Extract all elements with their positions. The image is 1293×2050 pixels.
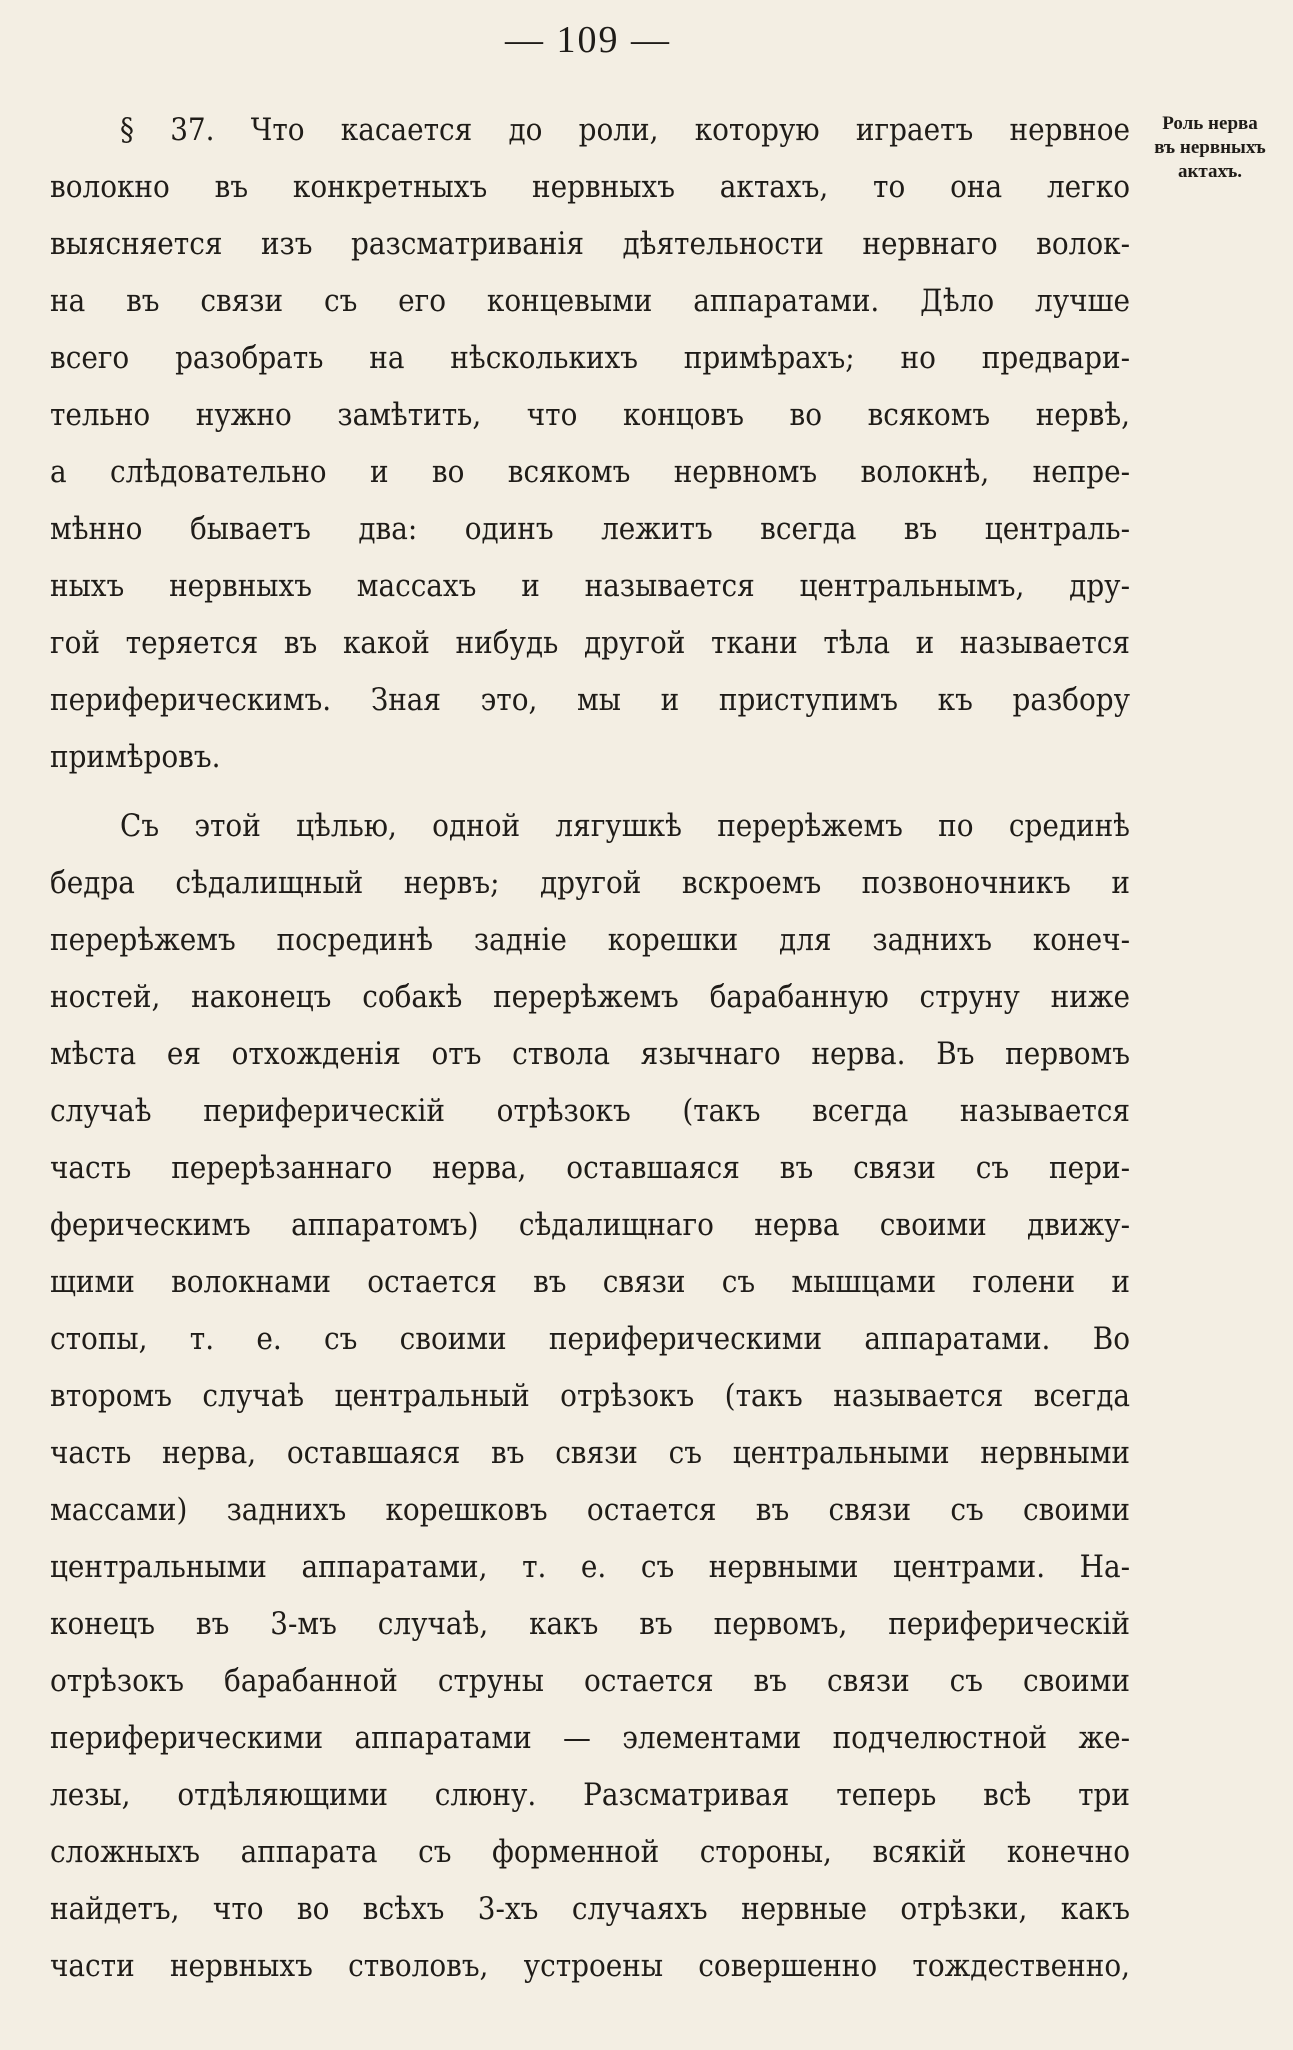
margin-note-line: въ нервныхъ [1154,137,1266,158]
text-line: на въ связи съ его концевыми аппаратами. Дѣло лучше [50,283,1130,319]
text-line: выясняется изъ разсматриванія дѣятельности нервнаго волок- [50,226,1130,262]
text-line: примѣровъ. [50,739,221,775]
margin-note-line: Роль нерва [1162,113,1258,134]
text-line: перерѣжемъ посрединѣ задніе корешки для заднихъ конеч- [50,922,1130,958]
text-line: периферическими аппаратами — элементами подчелюстной же- [50,1720,1130,1756]
margin-note-line: актахъ. [1177,161,1243,182]
text-line: найдетъ, что во всѣхъ 3-хъ случаяхъ нервные отрѣзки, какъ [50,1891,1130,1927]
margin-note [1135,112,1285,184]
text-line: тельно нужно замѣтить, что концовъ во всякомъ нервѣ, [50,397,1130,433]
body-text [50,102,1130,1995]
text-line: всего разобрать на нѣсколькихъ примѣрахъ; но предвари- [50,340,1130,376]
text-line: периферическимъ. Зная это, мы и приступимъ къ разбору [50,682,1130,718]
text-line: Съ этой цѣлью, одной лягушкѣ перерѣжемъ по срединѣ [120,808,1130,844]
paragraph-2 [50,798,1130,1995]
page-number: — 109 — [505,19,671,61]
text-line: часть нерва, оставшаяся въ связи съ центральными нервными [50,1435,1130,1471]
text-line: конецъ въ 3-мъ случаѣ, какъ въ первомъ, периферическій [50,1606,1130,1642]
text-line: гой теряется въ какой нибудь другой ткани тѣла и называется [50,625,1130,661]
text-line: ферическимъ аппаратомъ) сѣдалищнаго нерва своими движу- [50,1207,1130,1243]
text-line: волокно въ конкретныхъ нервныхъ актахъ, то она легко [50,169,1130,205]
text-line: § 37. Что касается до роли, которую играетъ нервное [120,112,1130,148]
text-line: ностей, наконецъ собакѣ перерѣжемъ барабанную струну ниже [50,979,1130,1015]
text-line: отрѣзокъ барабанной струны остается въ связи съ своими [50,1663,1130,1699]
text-line: бедра сѣдалищный нервъ; другой вскроемъ позвоночникъ и [50,865,1130,901]
text-line: мѣста ея отхожденія отъ ствола язычнаго нерва. Въ первомъ [50,1036,1130,1072]
text-line: мѣнно бываетъ два: одинъ лежитъ всегда въ централь- [50,511,1130,547]
paragraph-1 [50,102,1130,786]
text-line: а слѣдовательно и во всякомъ нервномъ волокнѣ, непре- [50,454,1130,490]
text-line: лезы, отдѣляющими слюну. Разсматривая теперь всѣ три [50,1777,1130,1813]
text-line: второмъ случаѣ центральный отрѣзокъ (такъ называется всегда [50,1378,1130,1414]
text-line: часть перерѣзаннаго нерва, оставшаяся въ связи съ пери- [50,1150,1130,1186]
text-line: случаѣ периферическій отрѣзокъ (такъ всегда называется [50,1093,1130,1129]
text-line: сложныхъ аппарата съ форменной стороны, всякій конечно [50,1834,1130,1870]
paragraph-gap [50,786,1130,798]
text-line: стопы, т. е. съ своими периферическими аппаратами. Во [50,1321,1130,1357]
text-line: массами) заднихъ корешковъ остается въ связи съ своими [50,1492,1130,1528]
text-line: щими волокнами остается въ связи съ мышцами голени и [50,1264,1130,1300]
text-line: ныхъ нервныхъ массахъ и называется центральнымъ, дру- [50,568,1130,604]
text-line: части нервныхъ стволовъ, устроены совершенно тождественно, [50,1948,1130,1984]
text-line: центральными аппаратами, т. е. съ нервными центрами. На- [50,1549,1130,1585]
